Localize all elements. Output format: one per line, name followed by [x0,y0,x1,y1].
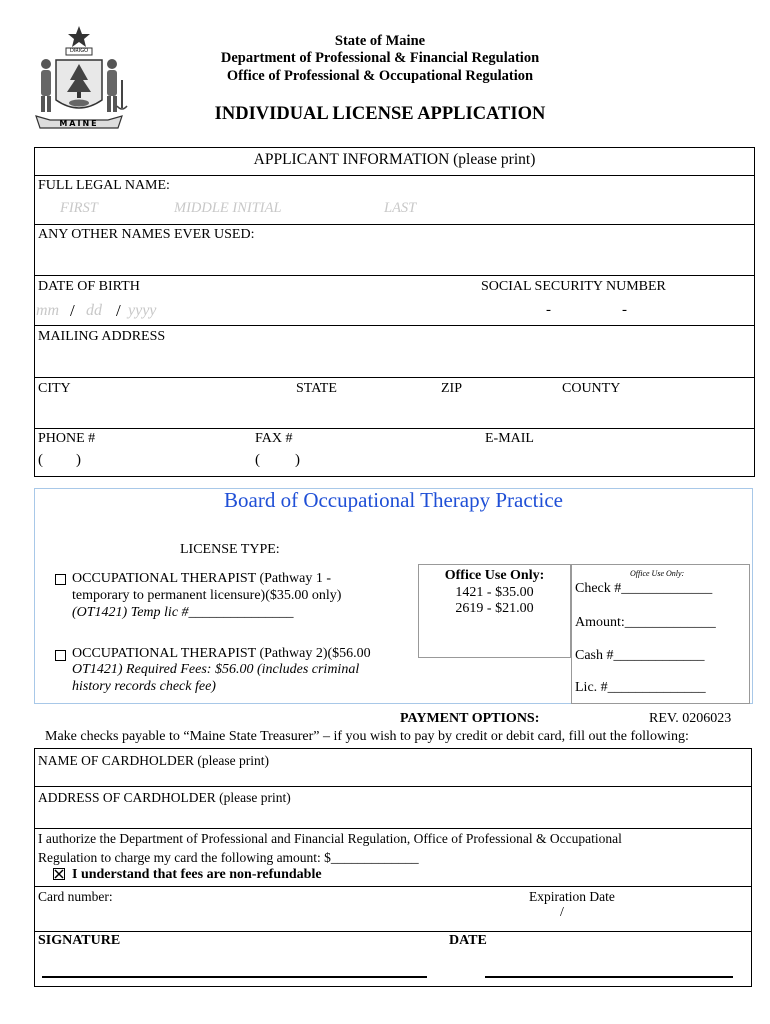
area-code-open: ( [255,452,260,468]
last-name-placeholder: LAST [384,200,417,216]
pathway-1-line1: OCCUPATIONAL THERAPIST (Pathway 1 - [72,571,332,586]
ssn-separator: - [546,302,551,318]
dob-year-placeholder: yyyy [128,302,157,319]
county-label: COUNTY [562,381,621,396]
fax-label: FAX # [255,431,293,446]
office-use-fee-2619: 2619 - $21.00 [455,601,534,616]
pathway-1-checkbox[interactable] [55,574,66,585]
office-lic-field: Lic. #______________ [575,680,706,695]
x-mark-icon [54,869,64,879]
expiration-date-label: Expiration Date [529,889,615,904]
ssn-separator: - [622,302,627,318]
expiration-separator: / [560,905,564,920]
email-field[interactable] [485,452,747,472]
area-code-close: ) [295,452,300,468]
other-names-label: ANY OTHER NAMES EVER USED: [38,227,255,242]
divider [34,886,752,887]
state-label: STATE [296,381,337,396]
pathway-2-checkbox[interactable] [55,650,66,661]
state-field[interactable] [296,400,436,424]
pathway-1-line2: temporary to permanent licensure)($35.00 only) [72,588,342,603]
office-use-fee-1421: 1421 - $35.00 [455,585,534,600]
divider [34,428,755,429]
divider [34,828,752,829]
office-amount-field: Amount:_____________ [575,615,716,630]
office-check-field: Check #_____________ [575,581,713,596]
seal-ribbon-text: MAINE [59,119,99,128]
divider [34,175,755,176]
zip-field[interactable] [441,400,556,424]
header-state: State of Maine [334,33,426,49]
nonrefundable-checkbox[interactable] [53,868,65,880]
authorization-line2: Regulation to charge my card the following amount: $_____________ [38,850,419,865]
dob-separator: / [70,301,75,320]
office-use-fees-title: Office Use Only: [444,568,545,583]
ssn-label: SOCIAL SECURITY NUMBER [481,279,666,294]
dob-day-placeholder: dd [86,302,102,319]
revision-number: REV. 0206023 [649,711,732,726]
applicant-info-heading: APPLICANT INFORMATION (please print) [253,151,536,168]
card-number-label: Card number: [38,889,113,904]
phone-label: PHONE # [38,431,96,446]
first-name-placeholder: FIRST [60,200,98,216]
authorization-line1: I authorize the Department of Professional and Financial Regulation, Office of Professional & Occupational [38,831,622,846]
signature-label: SIGNATURE [38,933,121,948]
other-names-field[interactable] [38,246,748,272]
date-of-birth-field[interactable] [36,302,226,322]
office-use-payment-title: Office Use Only: [630,569,685,578]
divider [34,224,755,225]
mailing-address-field[interactable] [38,348,748,374]
pathway-2-line1: OCCUPATIONAL THERAPIST (Pathway 2)($56.00 [72,646,371,661]
date-of-birth-label: DATE OF BIRTH [38,279,140,294]
payment-instructions: Make checks payable to “Maine State Treasurer” – if you wish to pay by credit or debit card, fill out the following: [45,729,689,744]
phone-field[interactable] [38,452,238,472]
email-label: E-MAIL [485,431,534,446]
signature-line [42,976,427,978]
full-legal-name-label: FULL LEGAL NAME: [38,178,170,193]
cardholder-name-field[interactable] [38,770,748,785]
license-type-label: LICENSE TYPE: [180,542,280,557]
mailing-address-label: MAILING ADDRESS [38,329,166,344]
dob-separator: / [116,301,121,320]
area-code-open: ( [38,452,43,468]
page-title: INDIVIDUAL LICENSE APPLICATION [214,104,546,124]
pathway-1-line3: (OT1421) Temp lic #_______________ [72,605,294,620]
dob-month-placeholder: mm [36,302,60,319]
expiration-date-field[interactable] [529,905,649,925]
divider [34,377,755,378]
card-number-field[interactable] [38,907,508,927]
nonrefundable-label: I understand that fees are non-refundable [72,867,322,882]
fax-field[interactable] [255,452,455,472]
area-code-close: ) [76,452,81,468]
divider [34,325,755,326]
seal-banner-text: DIRIGO [69,48,89,54]
city-field[interactable] [38,400,288,424]
cardholder-name-label: NAME OF CARDHOLDER (please print) [38,753,269,768]
zip-label: ZIP [441,381,462,396]
payment-options-heading: PAYMENT OPTIONS: [400,711,540,726]
divider [34,275,755,276]
city-label: CITY [38,381,71,396]
pathway-2-line2: OT1421) Required Fees: $56.00 (includes criminal [72,662,360,677]
cardholder-address-label: ADDRESS OF CARDHOLDER (please print) [38,790,291,805]
pathway-2-line3: history records check fee) [72,679,216,694]
cardholder-address-field[interactable] [38,808,748,826]
full-legal-name-field[interactable] [38,196,748,222]
divider [34,786,752,787]
header-department: Department of Professional & Financial Regulation [220,50,540,66]
board-title: Board of Occupational Therapy Practice [224,488,563,512]
ssn-field[interactable] [500,302,680,322]
divider [34,931,752,932]
county-field[interactable] [562,400,748,424]
office-cash-field: Cash #_____________ [575,648,705,663]
middle-initial-placeholder: MIDDLE INITIAL [174,200,282,216]
state-seal [30,24,128,136]
date-label: DATE [449,933,487,948]
date-line [485,976,733,978]
header-office: Office of Professional & Occupational Regulation [226,68,534,84]
